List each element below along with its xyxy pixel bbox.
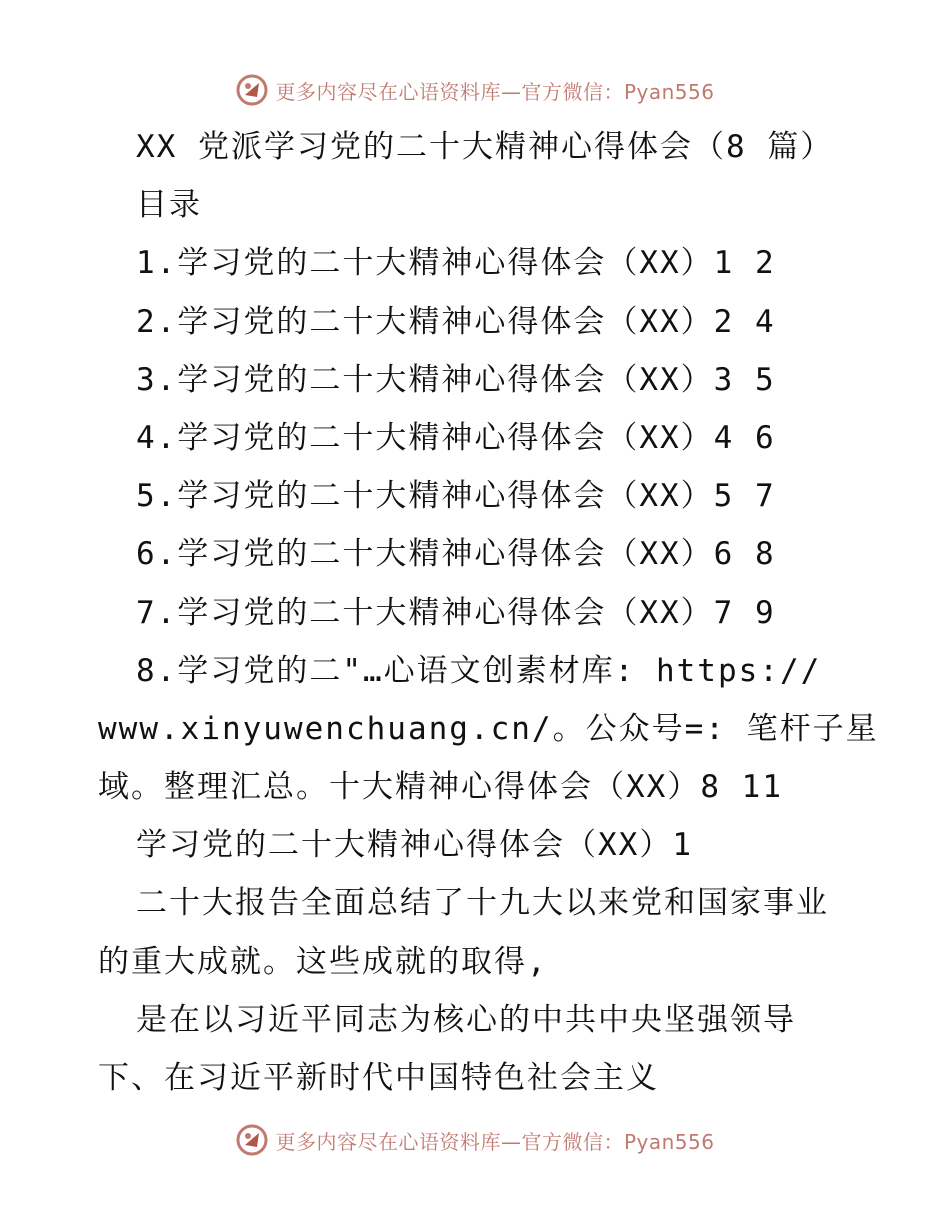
- toc-item-1[interactable]: 1.学习党的二十大精神心得体会（XX）1 2: [136, 245, 776, 282]
- toc-item-2[interactable]: 2.学习党的二十大精神心得体会（XX）2 4: [136, 303, 776, 340]
- paragraph-1-line-2: 的重大成就。这些成就的取得,: [98, 943, 548, 980]
- toc-item-7[interactable]: 7.学习党的二十大精神心得体会（XX）7 9: [136, 594, 776, 631]
- toc-item-8-line-3[interactable]: 域。整理汇总。十大精神心得体会（XX）8 11: [98, 769, 783, 806]
- document-body: [98, 118, 879, 1107]
- toc-item-6[interactable]: 6.学习党的二十大精神心得体会（XX）6 8: [136, 536, 776, 573]
- toc-heading: 目录: [136, 187, 202, 224]
- paragraph-2-line-1: 是在以习近平同志为核心的中共中央坚强领导: [136, 1001, 796, 1038]
- paragraph-2-line-2: 下、在习近平新时代中国特色社会主义: [98, 1060, 659, 1096]
- toc-item-8-line-2[interactable]: www.xinyuwenchuang.cn/。公众号=: 笔杆子星: [98, 710, 879, 747]
- watermark-header: [0, 70, 950, 110]
- brand-logo-icon: [235, 73, 269, 107]
- toc-item-5[interactable]: 5.学习党的二十大精神心得体会（XX）5 7: [136, 478, 776, 515]
- toc-item-3[interactable]: 3.学习党的二十大精神心得体会（XX）3 5: [136, 361, 776, 398]
- watermark-text: 更多内容尽在心语资料库—官方微信：Pyan556: [275, 79, 715, 104]
- document-title: XX 党派学习党的二十大精神心得体会（8 篇）: [136, 129, 834, 165]
- paragraph-1-line-1: 二十大报告全面总结了十九大以来党和国家事业: [136, 885, 829, 922]
- toc-item-8-line-1[interactable]: 8.学习党的二"…心语文创素材库: https://: [136, 652, 822, 689]
- watermark-text: 更多内容尽在心语资料库—官方微信：Pyan556: [275, 1129, 715, 1154]
- watermark-footer: [0, 1120, 950, 1160]
- brand-logo-icon: [235, 1123, 269, 1157]
- section-heading: 学习党的二十大精神心得体会（XX）1: [136, 827, 693, 864]
- toc-item-4[interactable]: 4.学习党的二十大精神心得体会（XX）4 6: [136, 419, 776, 456]
